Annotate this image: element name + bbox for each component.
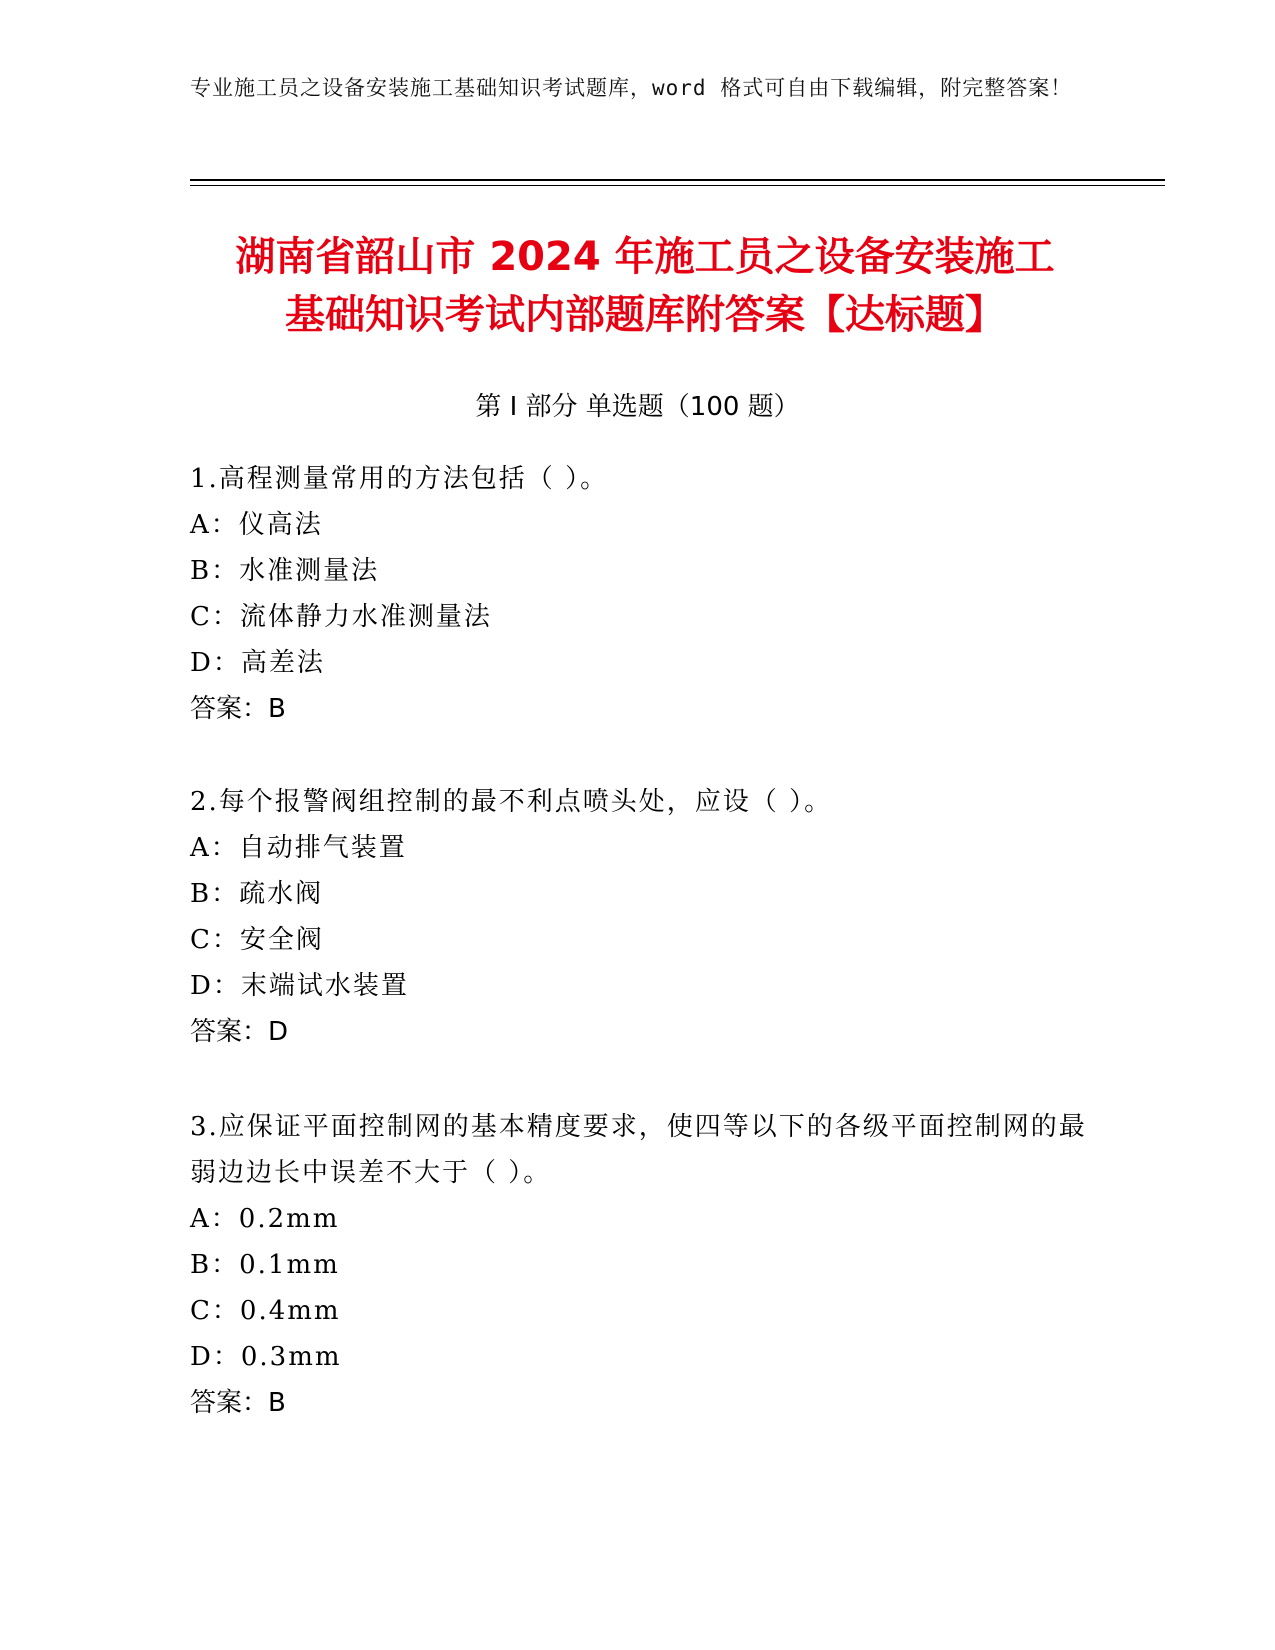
option-text: 水准测量法 — [239, 556, 380, 586]
section-heading: 第 I 部分 单选题（100 题） — [475, 392, 800, 422]
question-3 — [190, 1104, 1090, 1426]
question-1 — [190, 456, 1090, 732]
option-text: 疏水阀 — [239, 879, 324, 909]
header-note: 专业施工员之设备安装施工基础知识考试题库，word 格式可自由下载编辑，附完整答案！ — [190, 76, 1073, 100]
option-text: 末端试水装置 — [240, 971, 409, 1001]
option-label: B： — [190, 879, 240, 909]
option-d — [190, 1334, 1090, 1380]
answer-line: 答案：B — [190, 694, 286, 724]
option-d — [190, 963, 1090, 1009]
answer-line: 答案：B — [190, 1388, 286, 1418]
option-label: B： — [190, 556, 240, 586]
option-text: 0.1mm — [239, 1250, 340, 1280]
question-stem: 2.每个报警阀组控制的最不利点喷头处，应设（ ）。 — [190, 787, 833, 817]
option-label: D： — [190, 648, 241, 678]
option-text: 0.2mm — [238, 1204, 340, 1234]
question-stem: 1.高程测量常用的方法包括（ ）。 — [190, 464, 609, 494]
option-b — [190, 1242, 1090, 1288]
header-rule-thick — [190, 179, 1165, 181]
option-label: C： — [190, 925, 240, 955]
option-text: 0.4mm — [239, 1296, 341, 1326]
option-label: A： — [190, 833, 239, 863]
option-text: 安全阀 — [239, 925, 324, 955]
answer-line: 答案：D — [190, 1017, 289, 1047]
question-2 — [190, 779, 1090, 1055]
option-text: 流体静力水准测量法 — [239, 602, 492, 632]
option-text: 自动排气装置 — [238, 833, 407, 863]
option-text: 仪高法 — [238, 510, 323, 540]
option-label: A： — [190, 510, 239, 540]
option-a — [190, 502, 1090, 548]
document-title — [180, 228, 1110, 344]
document-title-line-2: 基础知识考试内部题库附答案【达标题】 — [285, 292, 1005, 338]
header-rule-thin — [190, 185, 1165, 186]
option-label: B： — [190, 1250, 240, 1280]
option-c — [190, 594, 1090, 640]
option-label: D： — [190, 971, 241, 1001]
question-stem: 3.应保证平面控制网的基本精度要求，使四等以下的各级平面控制网的最弱边边长中误差不大于（ ）。 — [190, 1112, 1087, 1188]
option-c — [190, 917, 1090, 963]
option-b — [190, 548, 1090, 594]
option-a — [190, 825, 1090, 871]
option-label: A： — [190, 1204, 239, 1234]
option-text: 高差法 — [240, 648, 325, 678]
option-label: C： — [190, 602, 240, 632]
option-d — [190, 640, 1090, 686]
option-b — [190, 871, 1090, 917]
option-c — [190, 1288, 1090, 1334]
option-label: D： — [190, 1342, 241, 1372]
option-text: 0.3mm — [240, 1342, 342, 1372]
document-title-line-1: 湖南省韶山市 2024 年施工员之设备安装施工 — [235, 234, 1055, 280]
option-label: C： — [190, 1296, 240, 1326]
option-a — [190, 1196, 1090, 1242]
